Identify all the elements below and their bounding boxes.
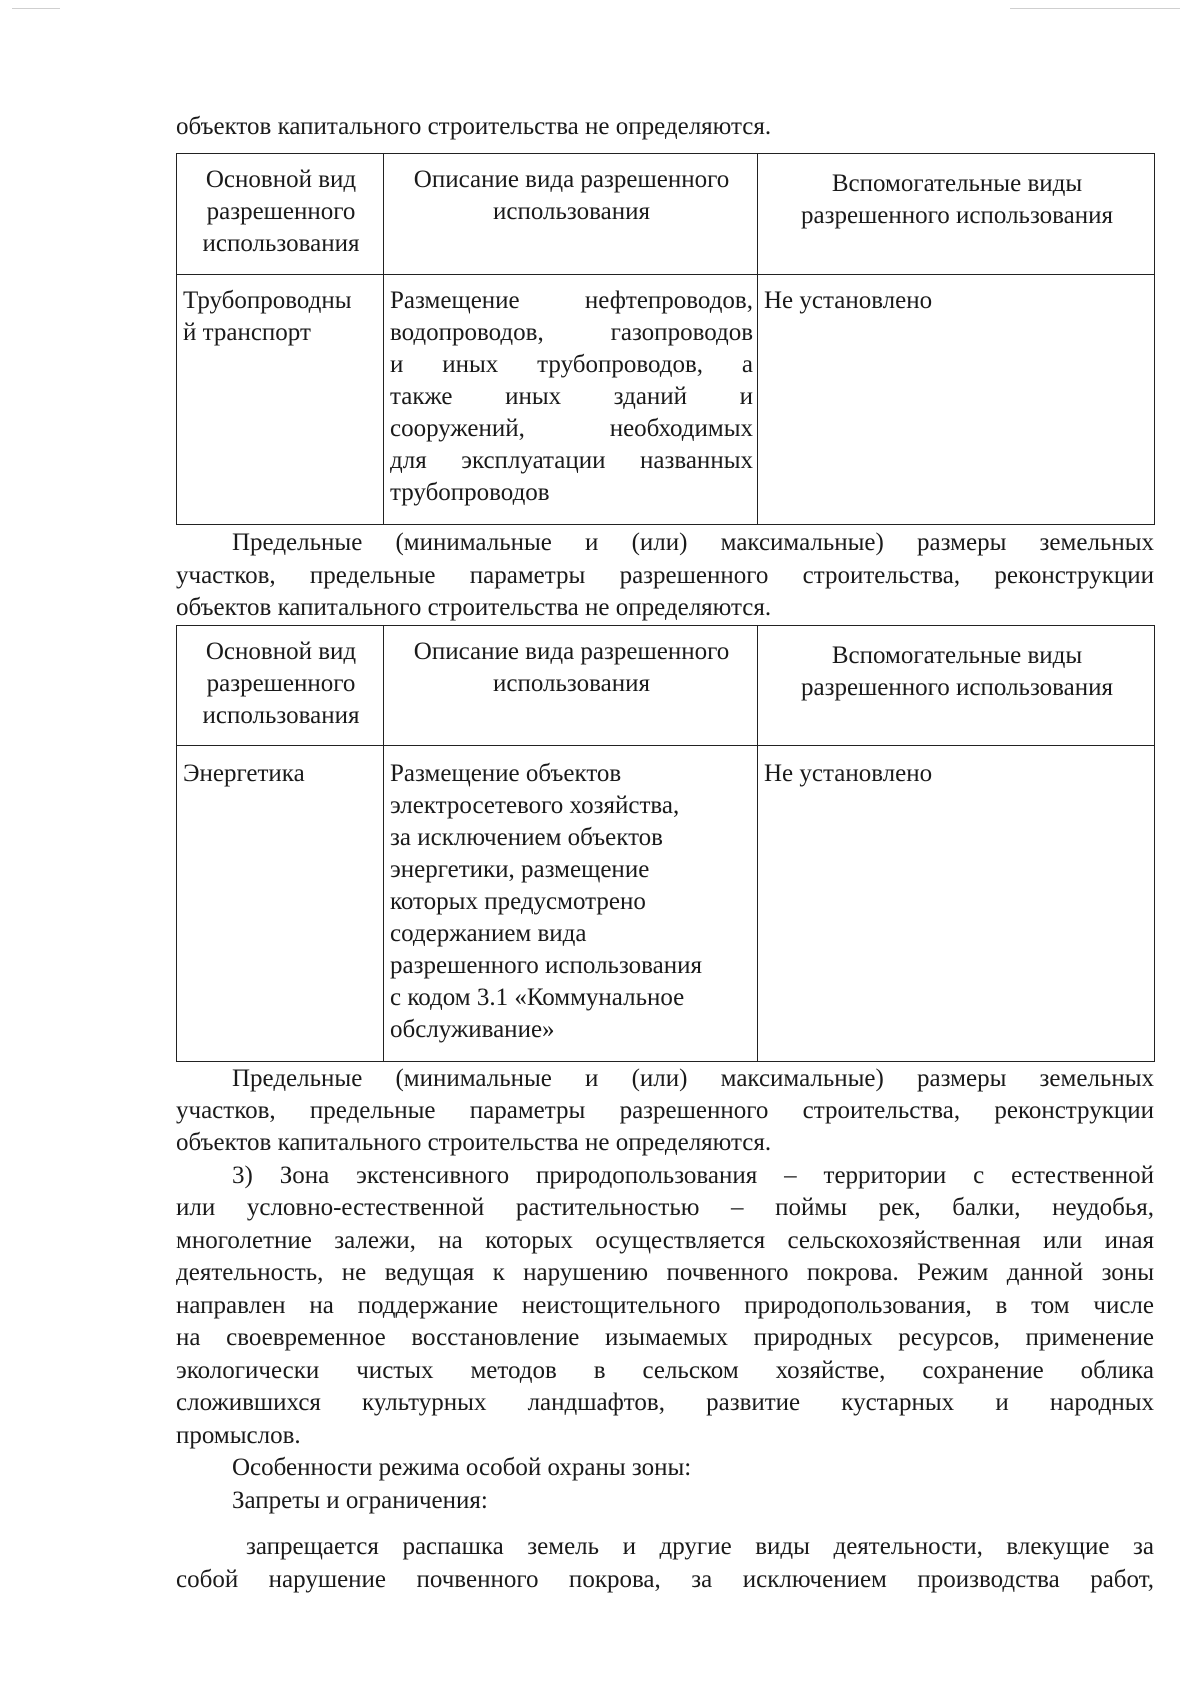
- para-1-line-1: Предельные (минимальные и (или) максимальные) размеры земельных: [232, 529, 1154, 556]
- table-2-header-desc: Описание вида разрешенного использования: [384, 626, 758, 746]
- scan-artifact: [1010, 8, 1180, 9]
- para-2-line-1: Предельные (минимальные и (или) максимальные) размеры земельных: [232, 1065, 1154, 1092]
- para-3-line-1: 3) Зона экстенсивного природопользования – территории с естественной: [232, 1162, 1154, 1189]
- table-2-header-main: Основной вид разрешенного использования: [177, 626, 384, 746]
- features-heading: Особенности режима особой охраны зоны:: [232, 1454, 692, 1481]
- table-2-main-cell: Энергетика: [177, 746, 384, 1062]
- para-2-line-2: участков, предельные параметры разрешенного строительства, реконструкции: [176, 1097, 1154, 1124]
- table-row: [177, 275, 1155, 525]
- restrictions-heading: Запреты и ограничения:: [232, 1487, 488, 1514]
- table-2-desc-cell: Размещение объектов электросетевого хозяйства, за исключением объектов энергетики, размещение которых предусмотрено содержанием вида разрешенного использования с кодом 3.1 «Коммунальное обслуживание»: [384, 746, 758, 1062]
- table-1-main-cell: Трубопроводны й транспорт: [177, 275, 384, 525]
- table-1-header-row: [177, 154, 1155, 275]
- para-4-line-2: собой нарушение почвенного покрова, за исключением производства работ,: [176, 1566, 1154, 1593]
- para-3-line-3: многолетние залежи, на которых осуществляется сельскохозяйственная или иная: [176, 1227, 1154, 1254]
- table-row: [177, 746, 1155, 1062]
- para-3-line-2: или условно-естественной растительностью – поймы рек, балки, неудобья,: [176, 1194, 1154, 1221]
- table-2-aux-cell: Не установлено: [758, 746, 1155, 1062]
- para-3-line-4: деятельность, не ведущая к нарушению почвенного покрова. Режим данной зоны: [176, 1259, 1154, 1286]
- table-1-header-aux: Вспомогательные виды разрешенного использования: [758, 154, 1155, 275]
- para-2-line-3: объектов капитального строительства не определяются.: [176, 1129, 772, 1156]
- para-3-line-9: промыслов.: [176, 1422, 301, 1449]
- para-4-line-1: запрещается распашка земель и другие виды деятельности, влекущие за: [246, 1533, 1154, 1560]
- scan-artifact: [12, 8, 60, 9]
- para-3-line-5: направлен на поддержание неистощительного природопользования, в том числе: [176, 1292, 1154, 1319]
- table-2-header-row: [177, 626, 1155, 746]
- table-1-desc-cell: Размещение нефтепроводов, водопроводов, газопроводов и иных трубопроводов, а также иных зданий и сооружений, необходимых для эксплуатации названных трубопроводов: [384, 275, 758, 525]
- para-1-line-3: объектов капитального строительства не определяются.: [176, 594, 772, 621]
- table-1-header-desc: Описание вида разрешенного использования: [384, 154, 758, 275]
- intro-line: объектов капитального строительства не определяются.: [176, 113, 772, 140]
- para-3-line-6: на своевременное восстановление изымаемых природных ресурсов, применение: [176, 1324, 1154, 1351]
- para-1-line-2: участков, предельные параметры разрешенного строительства, реконструкции: [176, 562, 1154, 589]
- para-3-line-8: сложившихся культурных ландшафтов, развитие кустарных и народных: [176, 1389, 1154, 1416]
- table-2-header-aux: Вспомогательные виды разрешенного использования: [758, 626, 1155, 746]
- table-1: [176, 153, 1155, 525]
- table-1-header-main: Основной вид разрешенного использования: [177, 154, 384, 275]
- table-1-aux-cell: Не установлено: [758, 275, 1155, 525]
- table-2: [176, 625, 1155, 1062]
- para-3-line-7: экологически чистых методов в сельском хозяйстве, сохранение облика: [176, 1357, 1154, 1384]
